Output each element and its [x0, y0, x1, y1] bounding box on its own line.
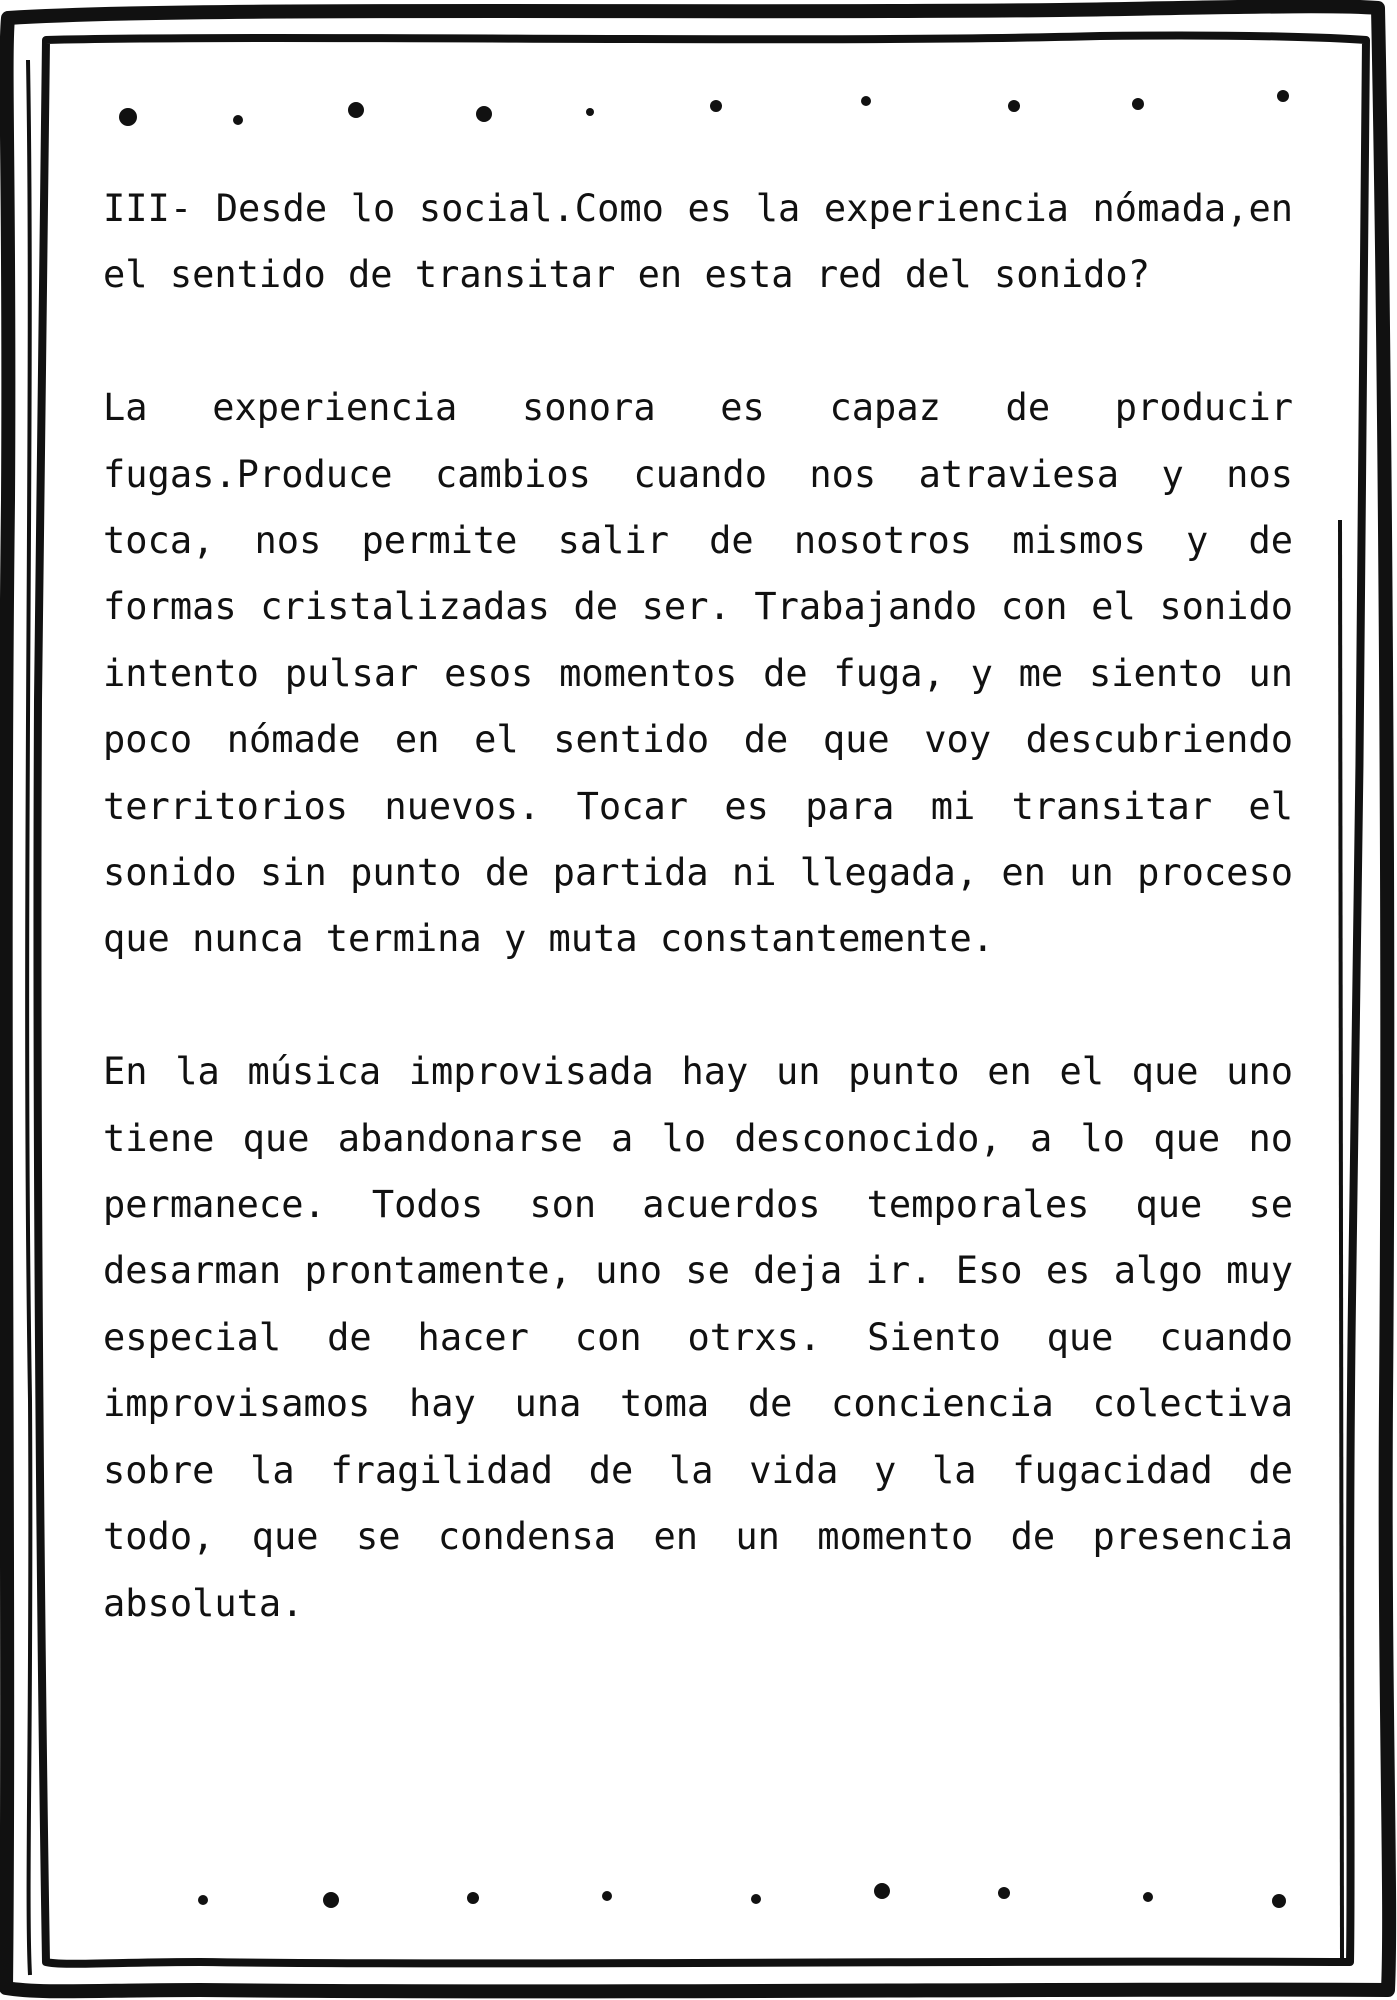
dot [586, 108, 594, 116]
dot [476, 106, 492, 122]
dot [119, 108, 137, 126]
dot [602, 1891, 612, 1901]
dot [198, 1895, 208, 1905]
answer-paragraph-2: En la música improvisada hay un punto en el que uno tiene que abandonarse a lo desconocido, a lo que no permanece. Todos son acuerdos temporales que se desarman prontamente, uno se deja ir. Eso es algo muy especial de hacer con otrxs. Siento que cuando improvisamos hay una toma de conciencia colectiva sobre la fragilidad de la vida y la fugacidad de todo, que se condensa en un momento de presencia absoluta. [103, 1050, 1293, 1625]
dot [751, 1894, 761, 1904]
dot [998, 1887, 1010, 1899]
dot [1008, 100, 1020, 112]
top-dot-row [119, 90, 1289, 126]
answer-paragraph-1: La experiencia sonora es capaz de producir fugas.Produce cambios cuando nos atraviesa y nos toca, nos permite salir de nosotros mismos y de formas cristalizadas de ser. Trabajando con el sonido intento pulsar esos momentos de fuga, y me siento un poco nómade en el sentido de que voy descubriendo territorios nuevos. Tocar es para mi transitar el sonido sin punto de partida ni llegada, en un proceso que nunca termina y muta constantemente. [103, 386, 1293, 961]
dot [1143, 1892, 1153, 1902]
frame-right-line [1340, 520, 1342, 1960]
dot [861, 96, 871, 106]
dot [1132, 98, 1144, 110]
dot [1272, 1894, 1286, 1908]
dot [348, 102, 364, 118]
bottom-dot-row [198, 1883, 1286, 1908]
dot [1277, 90, 1289, 102]
document-body [103, 176, 1293, 1703]
dot [710, 100, 722, 112]
dot [874, 1883, 890, 1899]
frame-left-squiggle [27, 60, 30, 1975]
dot [467, 1892, 479, 1904]
question-heading: III- Desde lo social.Como es la experiencia nómada,en el sentido de transitar en esta red del sonido? [103, 187, 1293, 297]
dot [233, 115, 243, 125]
dot [323, 1892, 339, 1908]
